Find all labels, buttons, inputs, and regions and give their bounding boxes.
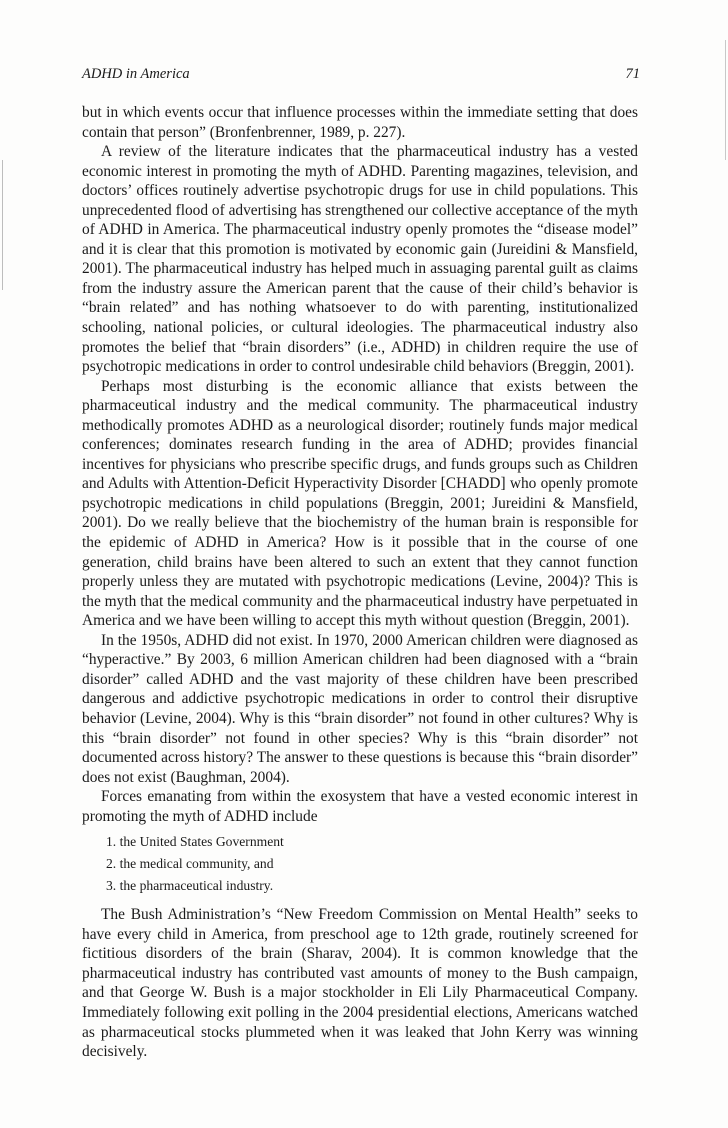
scan-edge-line xyxy=(725,40,726,160)
paragraph: A review of the literature indicates that the pharmaceutical industry has a vested economic interest in promoting the myth of ADHD. Parenting magazines, television, and doctors’ offices routinely advertise psychotropic drugs for use in child populations. This unprecedented flood of advertising has strengthened our collective acceptance of the myth of ADHD in America. The pharmaceutical industry openly promotes the “disease model” and it is clear that this promotion is motivated by economic gain (Jureidini & Mansfield, 2001). The pharmaceutical industry has helped much in assuaging parental guilt as claims from the industry assure the American parent that the cause of their child’s behavior is “brain related” and has nothing whatsoever to do with parenting, institutionalized schooling, national policies, or cultural ideologies. The pharmaceutical industry also promotes the belief that “brain disorders” (i.e., ADHD) in children require the use of psychotropic medications in order to control undesirable child behaviors (Breggin, 2001). xyxy=(82,143,638,376)
paragraph: Forces emanating from within the exosystem that have a vested economic interest in promoting the myth of ADHD include xyxy=(82,788,638,825)
paragraph: In the 1950s, ADHD did not exist. In 1970, 2000 American children were diagnosed as “hyperactive.” By 2003, 6 million American children had been diagnosed with a “brain disorder” called ADHD and the vast majority of these children have been prescribed dangerous and addictive psychotropic medications in order to control their disruptive behavior (Levine, 2004). Why is this “brain disorder” not found in other cultures? Why is this “brain disorder” not found in other species? Why is this “brain disorder” not documented across history? The answer to these questions is because this “brain disorder” does not exist (Baughman, 2004). xyxy=(82,631,638,786)
paragraph: but in which events occur that influence processes within the immediate setting that does contain that person” (Bronfenbrenner, 1989, p. 227). xyxy=(82,104,638,141)
list-item: 2. the medical community, and xyxy=(106,856,274,872)
page-number: 71 xyxy=(625,66,640,82)
list-item: 3. the pharmaceutical industry. xyxy=(106,878,274,894)
numbered-list xyxy=(82,831,638,897)
scan-edge-line xyxy=(2,160,3,290)
paragraph: Perhaps most disturbing is the economic alliance that exists between the pharmaceutical industry and the medical community. The pharmaceutical industry methodically promotes ADHD as a neurological disorder; routinely funds major medical conferences; dominates research funding in the area of ADHD; provides financial incentives for physicians who prescribe specific drugs, and funds groups such as Children and Adults with Attention-Deficit Hyperactivity Disorder [CHADD] who openly promote psychotropic medications in child populations (Breggin, 2001; Jureidini & Mansfield, 2001). Do we really believe that the biochemistry of the human brain is responsible for the epidemic of ADHD in America? How is it possible that in the course of one generation, child brains have been altered to such an extent that they cannot function properly unless they are mutated with psychotropic medications (Levine, 2004)? This is the myth that the medical community and the pharmaceutical industry have perpetuated in America and we have been willing to accept this myth without question (Breggin, 2001). xyxy=(82,377,638,630)
list-item: 1. the United States Government xyxy=(106,834,284,850)
running-title: ADHD in America xyxy=(82,66,190,82)
page-header xyxy=(82,66,640,88)
paragraph: The Bush Administration’s “New Freedom Commission on Mental Health” seeks to have every child in America, from preschool age to 12th grade, routinely screened for fictitious disorders of the brain (Sharav, 2004). It is common knowledge that the pharmaceutical industry has contributed vast amounts of money to the Bush campaign, and that George W. Bush is a major stockholder in Eli Lily Pharmaceutical Company. Immediately following exit polling in the 2004 presidential elections, Americans watched as pharmaceutical stocks plummeted when it was leaked that John Kerry was winning decisively. xyxy=(82,906,638,1061)
body-text xyxy=(82,103,638,1062)
